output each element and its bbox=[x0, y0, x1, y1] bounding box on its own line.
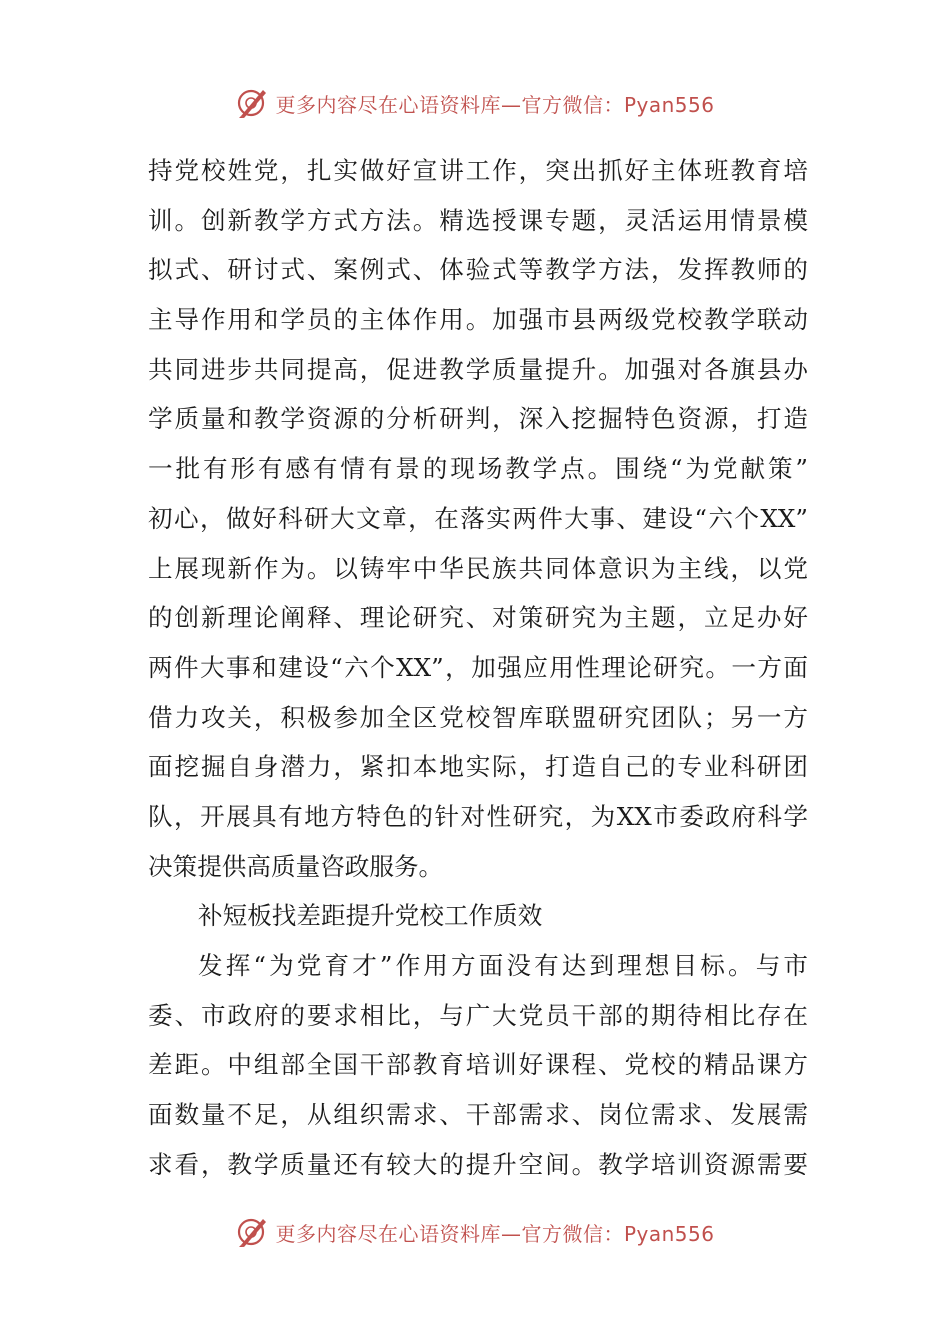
text-line: 差距。中组部全国干部教育培训好课程、党校的精品课方 bbox=[148, 1050, 808, 1080]
text-line: 队，开展具有地方特色的针对性研究，为XX市委政府科学 bbox=[148, 801, 808, 831]
text-line: 决策提供高质量咨政服务。 bbox=[148, 851, 444, 881]
text-line: 初心，做好科研大文章，在落实两件大事、建设“六个XX” bbox=[148, 503, 808, 533]
text-line: 一批有形有感有情有景的现场教学点。围绕“为党献策” bbox=[148, 454, 808, 484]
text-line: 委、市政府的要求相比，与广大党员干部的期待相比存在 bbox=[148, 1000, 808, 1030]
text-line: 拟式、研讨式、案例式、体验式等教学方法，发挥教师的 bbox=[148, 255, 808, 285]
pen-logo-icon bbox=[235, 1215, 269, 1249]
text-line: 求看，教学质量还有较大的提升空间。教学培训资源需要 bbox=[148, 1149, 808, 1179]
text-line: 训。创新教学方式方法。精选授课专题，灵活运用情景模 bbox=[148, 205, 808, 235]
watermark-footer bbox=[0, 1212, 950, 1252]
text-line: 上展现新作为。以铸牢中华民族共同体意识为主线，以党 bbox=[148, 553, 808, 583]
section-heading: 补短板找差距提升党校工作质效 bbox=[198, 901, 543, 931]
text-line: 主导作用和学员的主体作用。加强市县两级党校教学联动 bbox=[148, 305, 808, 335]
watermark-text: 更多内容尽在心语资料库—官方微信：Pyan556 bbox=[275, 92, 715, 117]
watermark-header bbox=[0, 83, 950, 123]
text-line: 学质量和教学资源的分析研判，深入挖掘特色资源，打造 bbox=[148, 404, 808, 434]
text-line: 借力攻关，积极参加全区党校智库联盟研究团队；另一方 bbox=[148, 702, 808, 732]
pen-logo-icon bbox=[235, 86, 269, 120]
watermark-text: 更多内容尽在心语资料库—官方微信：Pyan556 bbox=[275, 1221, 715, 1246]
text-line: 共同进步共同提高，促进教学质量提升。加强对各旗县办 bbox=[148, 354, 808, 384]
text-line: 面数量不足，从组织需求、干部需求、岗位需求、发展需 bbox=[148, 1100, 808, 1130]
text-line: 两件大事和建设“六个XX”，加强应用性理论研究。一方面 bbox=[148, 652, 808, 682]
text-line: 的创新理论阐释、理论研究、对策研究为主题，立足办好 bbox=[148, 603, 808, 633]
document-body bbox=[148, 146, 808, 1189]
text-line: 持党校姓党，扎实做好宣讲工作，突出抓好主体班教育培 bbox=[148, 156, 808, 185]
text-line: 面挖掘自身潜力，紧扣本地实际，打造自己的专业科研团 bbox=[148, 752, 808, 782]
text-line: 发挥“为党育才”作用方面没有达到理想目标。与市 bbox=[198, 951, 808, 980]
